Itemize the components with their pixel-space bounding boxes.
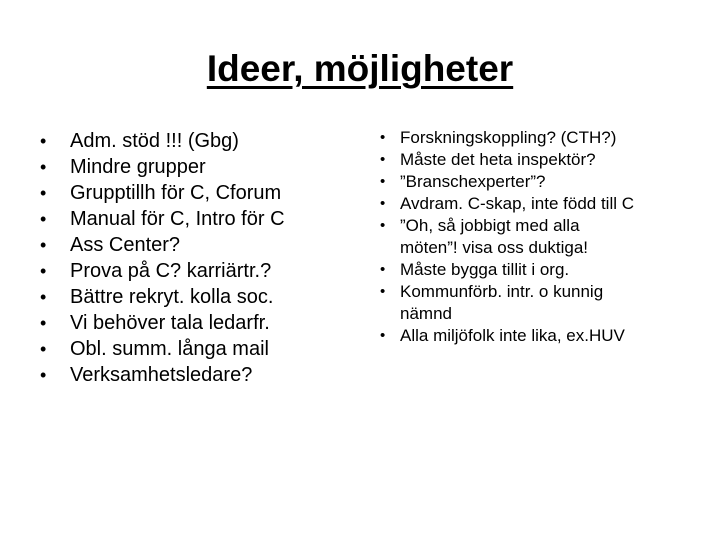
bullet-icon: •	[40, 183, 47, 203]
list-item-text: Avdram. C-skap, inte född till C	[400, 194, 634, 213]
list-item-text: Kommunförb. intr. o kunnig	[400, 282, 604, 301]
bullet-icon: •	[40, 339, 47, 359]
list-item-text-continued: möten”! visa oss duktiga!	[400, 238, 589, 257]
list-item	[380, 193, 700, 215]
list-item	[40, 310, 330, 336]
list-item	[380, 325, 700, 347]
list-item-text: Måste bygga tillit i org.	[400, 260, 570, 279]
bullet-icon: •	[380, 151, 386, 168]
bullet-icon: •	[380, 261, 386, 278]
list-item	[40, 258, 330, 284]
list-item-text: Ass Center?	[70, 234, 181, 256]
bullet-icon: •	[40, 261, 47, 281]
bullet-icon: •	[40, 235, 47, 255]
bullet-icon: •	[380, 327, 386, 344]
list-item	[380, 259, 700, 281]
bullet-icon: •	[40, 287, 47, 307]
list-item	[380, 281, 700, 325]
list-item-text: Måste det heta inspektör?	[400, 150, 596, 169]
list-item-text: Prova på C? karriärtr.?	[70, 260, 272, 282]
bullet-icon: •	[40, 209, 47, 229]
list-item	[380, 171, 700, 193]
list-item	[40, 180, 330, 206]
list-item-text: Mindre grupper	[70, 156, 206, 178]
list-item	[380, 215, 700, 259]
bullet-icon: •	[380, 283, 386, 300]
left-bullet-list	[40, 128, 330, 388]
list-item	[40, 362, 330, 388]
bullet-icon: •	[380, 217, 386, 234]
bullet-icon: •	[380, 129, 386, 146]
list-item-text: ”Branschexperter”?	[400, 172, 546, 191]
list-item-text: Alla miljöfolk inte lika, ex.HUV	[400, 326, 625, 345]
list-item-text: Bättre rekryt. kolla soc.	[70, 286, 274, 308]
bullet-icon: •	[380, 173, 386, 190]
list-item	[40, 206, 330, 232]
list-item	[40, 154, 330, 180]
list-item-text: Grupptillh för C, Cforum	[70, 182, 282, 204]
slide-title: Ideer, möjligheter	[206, 48, 514, 89]
list-item-text: Forskningskoppling? (CTH?)	[400, 128, 617, 147]
list-item-text: Verksamhetsledare?	[70, 364, 253, 386]
list-item-text: Vi behöver tala ledarfr.	[70, 312, 270, 334]
list-item-text: ”Oh, så jobbigt med alla	[400, 216, 580, 235]
list-item	[380, 149, 700, 171]
bullet-icon: •	[380, 195, 386, 212]
bullet-icon: •	[40, 313, 47, 333]
bullet-icon: •	[40, 365, 47, 385]
list-item-text: Manual för C, Intro för C	[70, 208, 285, 230]
list-item-text: Obl. summ. långa mail	[70, 338, 269, 360]
list-item	[40, 128, 330, 154]
list-item	[380, 127, 700, 149]
list-item-text: Adm. stöd !!! (Gbg)	[70, 130, 239, 152]
list-item	[40, 336, 330, 362]
right-bullet-list	[380, 127, 700, 347]
bullet-icon: •	[40, 131, 47, 151]
list-item-text-continued: nämnd	[400, 304, 452, 323]
list-item	[40, 284, 330, 310]
list-item	[40, 232, 330, 258]
bullet-icon: •	[40, 157, 47, 177]
